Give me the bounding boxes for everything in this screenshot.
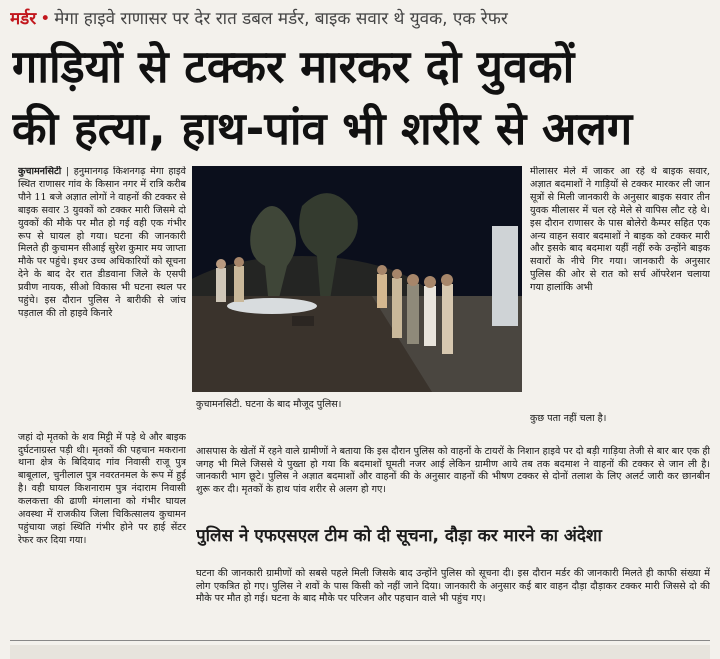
lower-column-text <box>196 558 710 630</box>
right-column-end: कुछ पता नहीं चला है। <box>530 413 607 424</box>
headline-line-1: गाड़ियों से टक्कर मारकर दो युवकों <box>12 40 575 93</box>
middle-column-text <box>196 436 710 516</box>
middle-text-body: आसपास के खेतों में रहने वाले ग्रामीणों ने बताया कि इस दौरान पुलिस को वाहनों के टायरों के निशान हाइवे पर दो बड़ी गाड़िया तेजी से बार बार एक ही जगह भी मिले जिससे ये पुख्ता हो गया कि बदमाशों घूमती नजर आई लेकिन ग्रामीण आये तब तक बदमाश ने वाहनों की टक्कर से जान ली है। जानकारी भाग छूटे। पुलिस ने अज्ञात बदमाशों और वाहनों की के अनुसार वाहनों की भीषण टक्कर से दोनों तलाश के लिए अलर्ट जारी कर छानबीन शुरू कर दी। मृतकों के हाथ पांव शरीर से अलग हो गए। <box>196 445 710 496</box>
night-scene-image <box>192 166 522 392</box>
headline-line-2: की हत्या, हाथ-पांव भी शरीर से अलग <box>12 102 633 155</box>
left-column-cont-body: जहां दो मृतको के शव मिट्टी में पड़े थे और बाइक दुर्घटनाग्रस्त पड़ी थी। मृतकों की पहचान मकराना थाना क्षेत्र के बिदियाद गांव निवासी राजू पुत्र बाबूलाल, चुनीलाल पुत्र नवरतनमल के रूप में हुई है। वही घायल किशनाराम पुत्र नंदाराम निवासी कलकत्ता की ढाणी मंगलाना को गंभीर घायल अवस्था में राजकीय जिला चिकित्सालय कुचामन पहुंचाया जहां स्थिति गंभीर होने पर हाई सेंटर रेफर कर दिया गया। <box>18 431 186 546</box>
news-photo <box>192 166 522 392</box>
bottom-rule <box>10 640 710 641</box>
left-column <box>18 166 186 420</box>
kicker-text: मेगा हाइवे राणासर पर देर रात डबल मर्डर, बाइक सवार थे युवक, एक रेफर <box>54 9 508 29</box>
left-column-continued <box>18 422 186 628</box>
subheadline: पुलिस ने एफएसएल टीम को दी सूचना, दौड़ा कर मारने का अंदेशा <box>196 526 602 546</box>
right-column <box>530 166 710 412</box>
left-column-body: मेगा हाइवे स्थित राणासर गांव के किसान नगर में रात्रि करीब पौने 11 बजे अज्ञात लोगों ने वाहनों की टक्कर से बाइक सवार 3 युवकों को टक्कर मारी जिसमे दो युवकों की मौके पर मौत हो गई वही एक गंभीर रूप से घायल हो गया। घटना की जानकारी मिलते ही कुचामन सीआई सुरेश कुमार मय जाप्ता मौके पर पहुंचे। इधर उच्च अधिकारियों को सूचना देने के बाद देर रात डीडवाना जिले के एसपी प्रवीण नायक, सीओ विकास भी घटना स्थल पर पहुंचे। इस दौरान पुलिस ने बारीकी से जांच पड़ताल की तो हाइवे किनारे <box>18 166 186 319</box>
bottom-strip <box>10 645 710 659</box>
kicker-line <box>10 6 710 32</box>
lower-text-body: घटना की जानकारी ग्रामीणों को सबसे पहले मिली जिसके बाद उन्होंने पुलिस को सूचना दी। इस दौरान मर्डर की जानकारी मिलते ही काफी संख्या में लोग एकत्रित हो गए। पुलिस ने शवों के पास किसी को नहीं जाने दिया। जानकारी के अनुसार कई बार वाहन दौड़ा दौड़ाकर टक्कर मारी जिससे दो की मौके पर मौत हो गई। घटना के बाद मौके पर परिजन और पहचान वाले भी पहुंच गए। <box>196 567 710 605</box>
bullet-dot: • <box>40 9 51 29</box>
dateline-places: | हनुमानगढ़ किशनगढ़ <box>65 166 146 177</box>
category-tag: मर्डर <box>10 9 37 29</box>
right-column-body: मीलासर मेले में जाकर आ रहे थे बाइक सवार, अज्ञात बदमाशों ने गाड़ियों से टक्कर मारकर ली जान सूत्रों से मिली जानकारी के अनुसार बाइक सवार तीन युवक मीलासर में चल रहे मेले से वापिस लौट रहे थे। इस दौरान राणासर के पास बोलेरो कैम्पर सहित एक अन्य वाहन सवार बदमाशों ने बाइक को टक्कर मारी और इसके बाद बदमाश यहीं नहीं रुके उन्होंने बाइक सवारों के नीचे गिर गया। जानकारी के अनुसार पुलिस की ओर से रात को सर्च ऑपरेशन चलाया गया हालांकि अभी <box>530 166 710 294</box>
dateline: कुचामनसिटी <box>18 166 62 177</box>
photo-caption: कुचामनसिटी. घटना के बाद मौजूद पुलिस। <box>196 399 342 410</box>
